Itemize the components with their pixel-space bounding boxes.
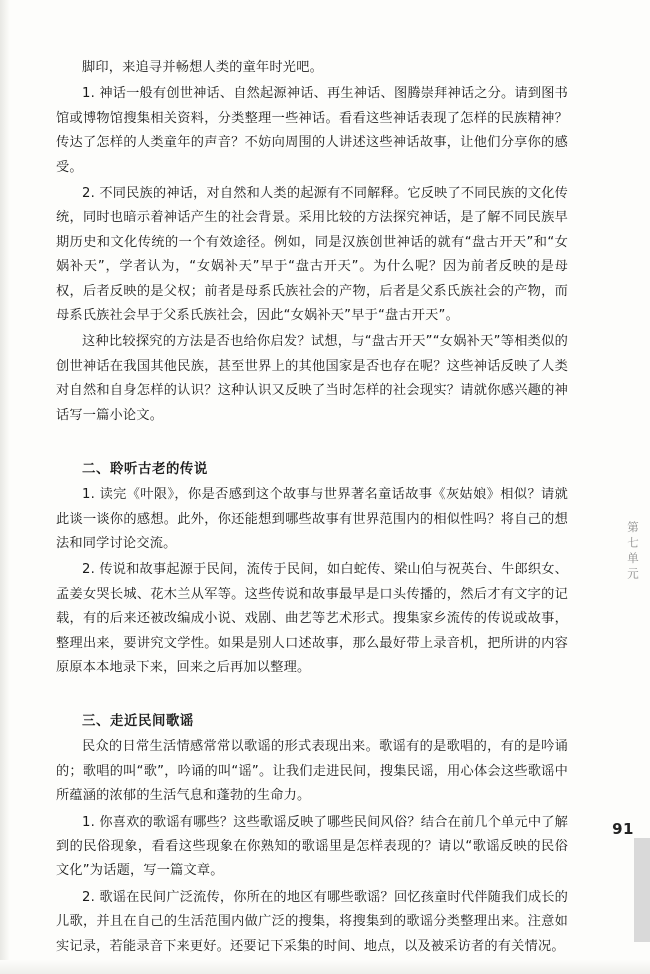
section-heading-two: 二、聆听古老的传说 bbox=[82, 462, 208, 478]
page-content bbox=[56, 56, 568, 961]
unit-side-tab bbox=[622, 492, 644, 612]
section2-paragraph-2: 2. 传说和故事起源于民间，流传于民间，如白蛇传、梁山伯与祝英台、牛郎织女、孟姜女哭长城、花木兰从军等。这些传说和故事最早是口头传播的，然后才有文字的记载，有的后来还被改编成小说、戏剧、曲艺等艺术形式。搜集家乡流传的传说或故事，整理出来，要讲究文学性。如果是别人口述故事，那么最好带上录音机，把所讲的内容原原本本地录下来，回来之后再加以整理。 bbox=[56, 562, 568, 675]
section2-paragraph-1: 1. 读完《叶限》，你是否感到这个故事与世界著名童话故事《灰姑娘》相似？请就此谈一谈你的感想。此外，你还能想到哪些故事有世界范围内的相似性吗？将自己的想法和同学讨论交流。 bbox=[56, 487, 568, 551]
page-edge-marker bbox=[634, 838, 650, 942]
paragraph-item-2: 2. 不同民族的神话，对自然和人类的起源有不同解释。它反映了不同民族的文化传统，同时也暗示着神话产生的社会背景。采用比较的方法探究神话，是了解不同民族早期历史和文化传统的一个有效途径。例如，同是汉族创世神话的就有“盘古开天”和“女娲补天”，学者认为，“女娲补天”早于“盘古开天”。为什么呢？因为前者反映的是母权，后者反映的是父权；前者是母系氏族社会的产物，后者是父系氏族社会的产物，而母系氏族社会早于父系氏族社会，因此“女娲补天”早于“盘古开天”。 bbox=[56, 186, 568, 324]
paragraph-item-3: 这种比较探究的方法是否也给你启发？试想，与“盘古开天”“女娲补天”等相类似的创世神话在我国其他民族，甚至世界上的其他国家是否也存在呢？这些神话反映了人类对自然和自身怎样的认识？这种认识又反映了当时怎样的社会现实？请就你感兴趣的神话写一篇小论文。 bbox=[56, 334, 568, 423]
section3-paragraph-1: 民众的日常生活情感常常以歌谣的形式表现出来。歌谣有的是歌唱的，有的是吟诵的；歌唱的叫“歌”，吟诵的叫“谣”。让我们走进民间，搜集民谣，用心体会这些歌谣中所蕴涵的浓郁的生活气息和蓬勃的生命力。 bbox=[56, 739, 568, 804]
page-number: 91 bbox=[612, 820, 634, 838]
unit-side-tab-label: 第七单元 bbox=[626, 521, 640, 583]
page-bottom-edge-shadow bbox=[0, 960, 650, 974]
section3-paragraph-3: 2. 歌谣在民间广泛流传，你所在的地区有哪些歌谣？回忆孩童时代伴随我们成长的儿歌，并且在自己的生活范围内做广泛的搜集，将搜集到的歌谣分类整理出来。注意如实记录，若能录音下来更好。还要记下采集的时间、地点，以及被采访者的有关情况。 bbox=[56, 889, 568, 954]
paragraph-intro: 脚印，来追寻并畅想人类的童年时光吧。 bbox=[82, 60, 323, 75]
section-heading-three: 三、走近民间歌谣 bbox=[82, 714, 194, 730]
section3-paragraph-2: 1. 你喜欢的歌谣有哪些？这些歌谣反映了哪些民间风俗？结合在前几个单元中了解到的民俗现象，看看这些现象在你熟知的歌谣里是怎样表现的？请以“歌谣反映的民俗文化”为话题，写一篇文章。 bbox=[56, 814, 568, 879]
paragraph-item-1: 1. 神话一般有创世神话、自然起源神话、再生神话、图腾崇拜神话之分。请到图书馆或博物馆搜集相关资料，分类整理一些神话。看看这些神话表现了怎样的民族精神？传达了怎样的人类童年的声音？不妨向周围的人讲述这些神话故事，让他们分享你的感受。 bbox=[56, 86, 568, 175]
page-left-edge-shadow bbox=[0, 0, 10, 974]
